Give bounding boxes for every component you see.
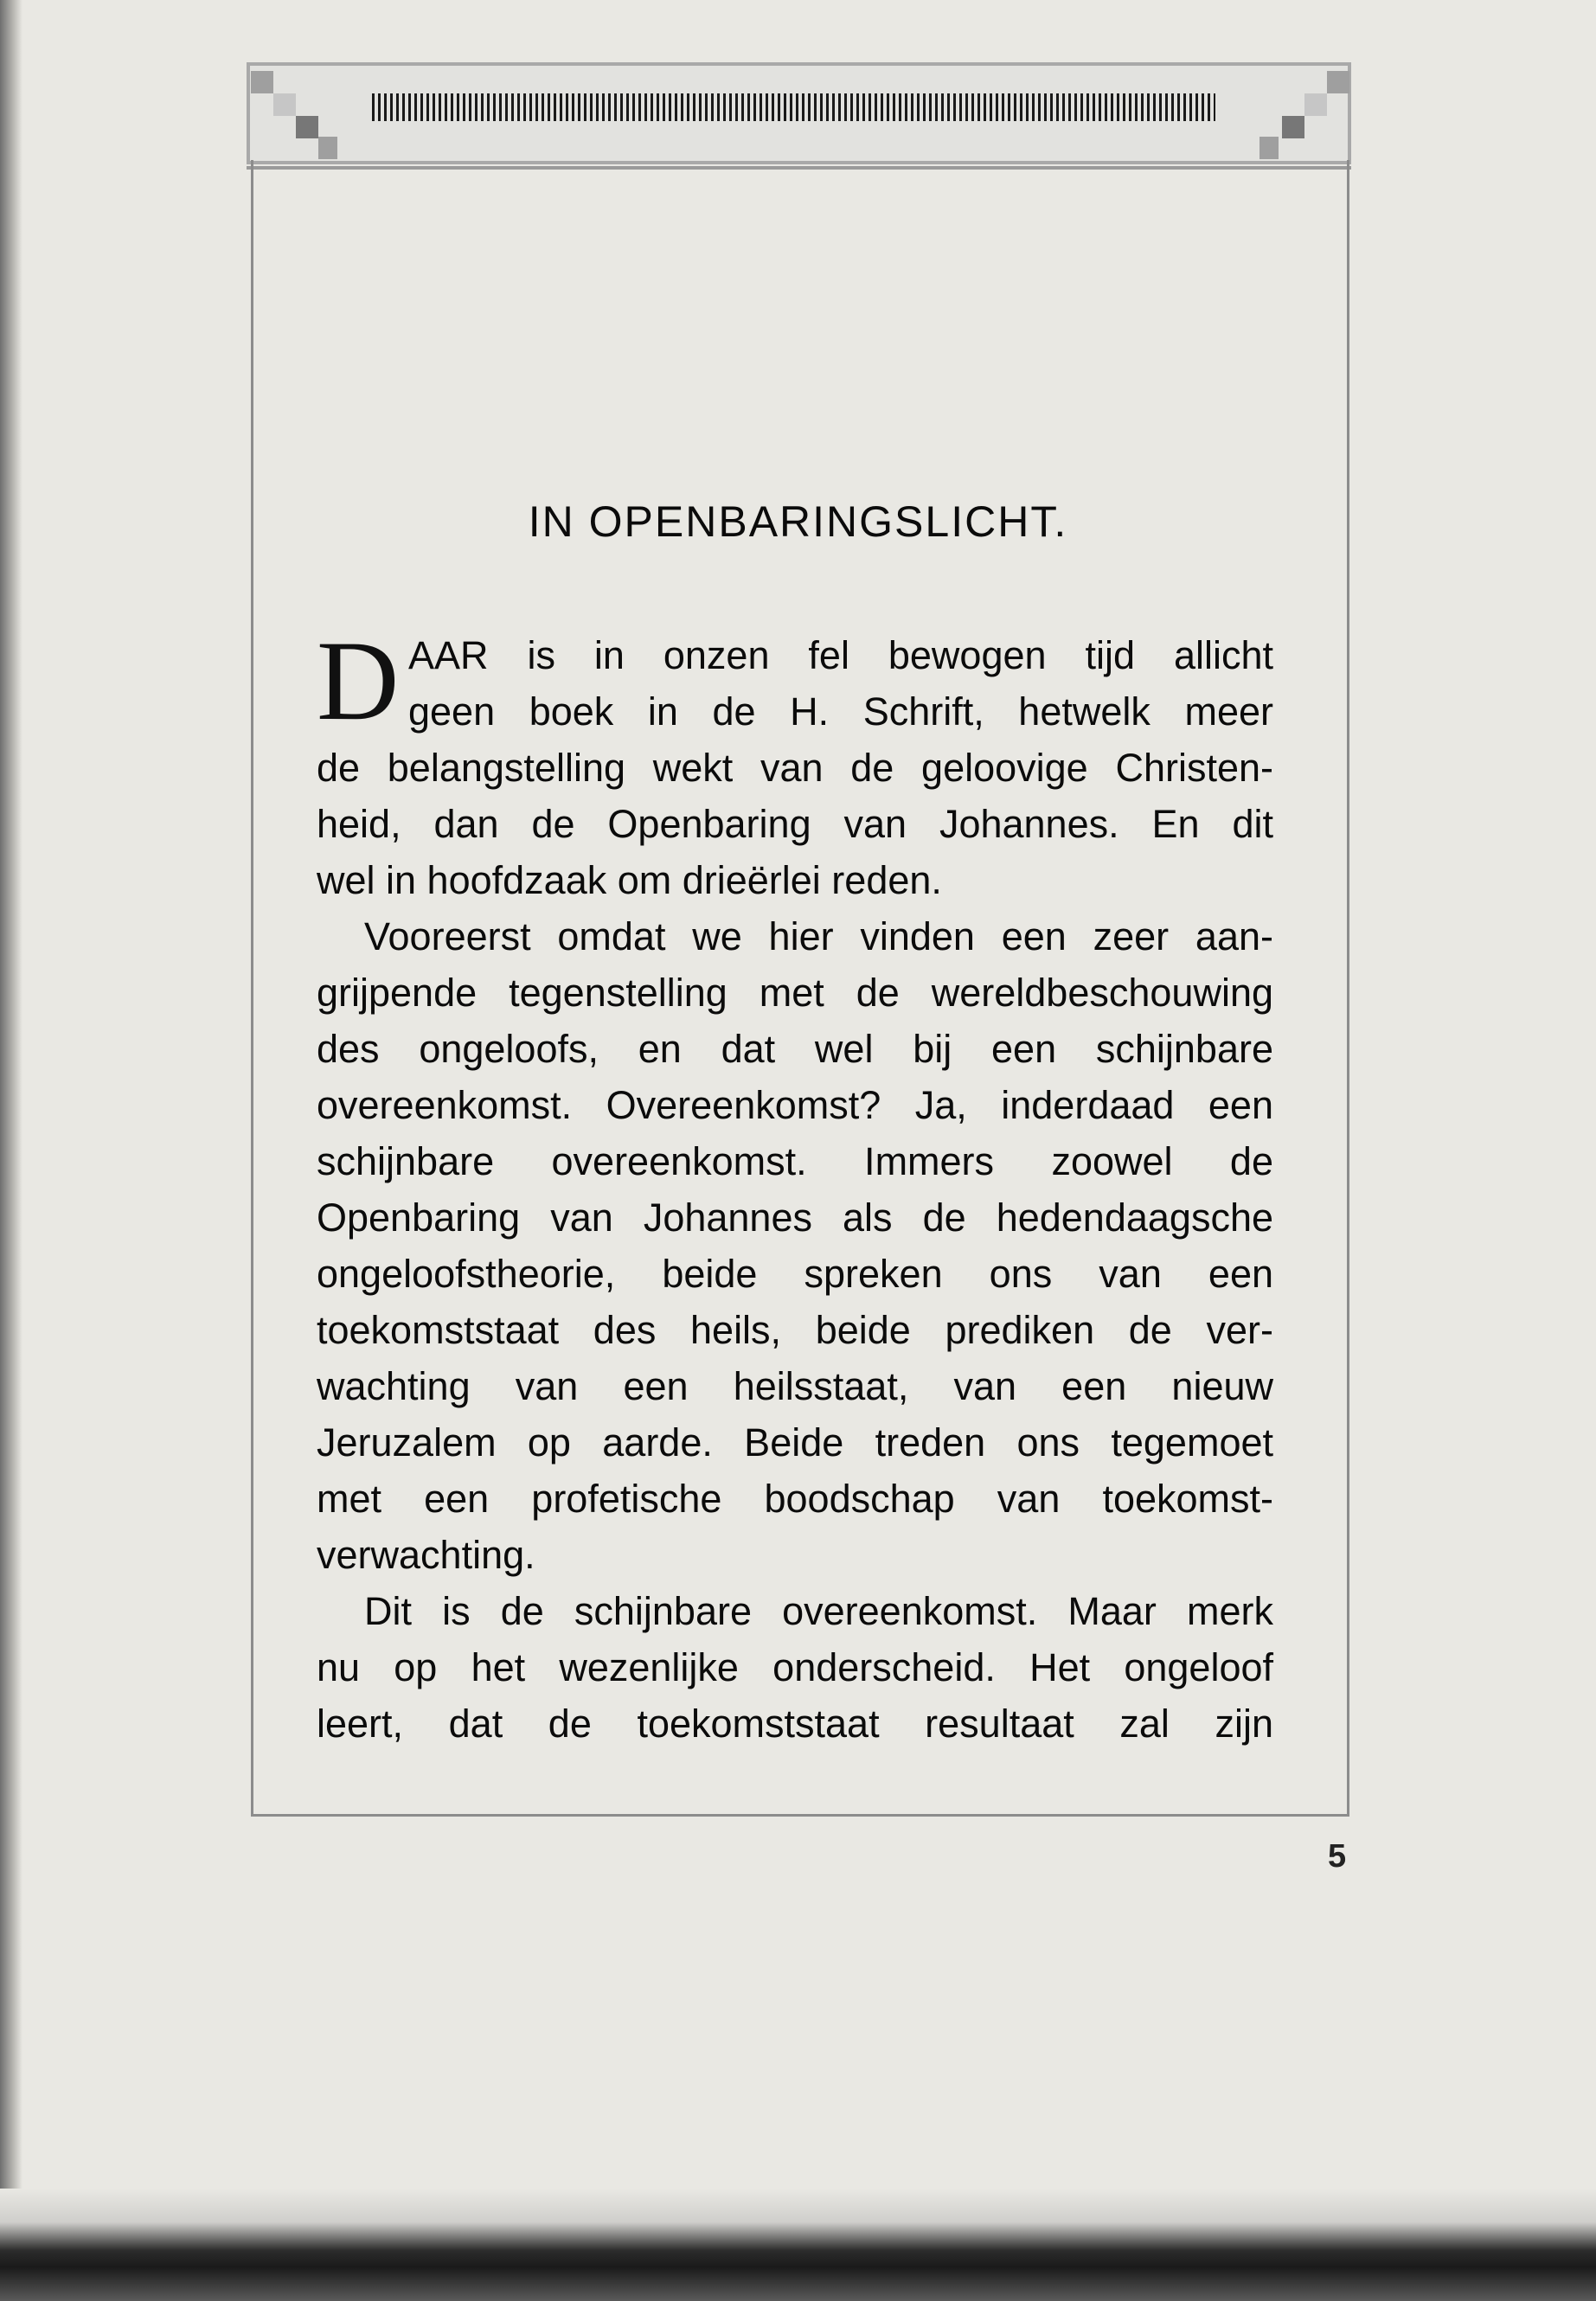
- drop-cap: D: [317, 617, 400, 744]
- text-line: geen boek in de H. Schrift, hetwelk meer: [408, 689, 1273, 734]
- text-line: overeenkomst. Overeenkomst? Ja, inderdaad een: [317, 1083, 1273, 1127]
- page-left-edge: [0, 0, 22, 2301]
- text-line: met een profetische boodschap van toekomst-: [317, 1477, 1273, 1521]
- text-line: Dit is de schijnbare overeenkomst. Maar merk: [364, 1589, 1273, 1633]
- text-line: heid, dan de Openbaring van Johannes. En dit: [317, 802, 1273, 846]
- header-hatch-ornament: [372, 93, 1215, 121]
- text-line: Openbaring van Johannes als de hedendaagsche: [317, 1195, 1273, 1240]
- text-line: wachting van een heilsstaat, van een nieuw: [317, 1364, 1273, 1408]
- text-line: ongeloofstheorie, beide spreken ons van een: [317, 1252, 1273, 1296]
- text-line: Jeruzalem op aarde. Beide treden ons tegemoet: [317, 1420, 1273, 1465]
- corner-ornament-left: [251, 67, 346, 159]
- corner-ornament-right: [1253, 67, 1348, 159]
- body-text: [317, 617, 1273, 1752]
- page-bottom-edge: [0, 2189, 1596, 2301]
- text-line: wel in hoofdzaak om drieërlei reden.: [317, 858, 942, 902]
- chapter-title: IN OPENBARINGSLICHT.: [528, 497, 1068, 546]
- text-line: de belangstelling wekt van de geloovige Christen-: [317, 746, 1273, 790]
- text-line: Vooreerst omdat we hier vinden een zeer aan-: [364, 914, 1273, 958]
- text-line: leert, dat de toekomststaat resultaat zal zijn: [317, 1702, 1273, 1746]
- text-line: schijnbare overeenkomst. Immers zoowel de: [317, 1139, 1273, 1183]
- text-line: AAR is in onzen fel bewogen tijd allicht: [408, 633, 1273, 677]
- page-number: 5: [1328, 1838, 1347, 1875]
- text-line: nu op het wezenlijke onderscheid. Het ongeloof: [317, 1645, 1273, 1689]
- text-line: grijpende tegenstelling met de wereldbeschouwing: [317, 971, 1273, 1015]
- text-line: des ongeloofs, en dat wel bij een schijnbare: [317, 1027, 1273, 1071]
- text-line: toekomststaat des heils, beide prediken de ver-: [317, 1308, 1273, 1352]
- text-line: verwachting.: [317, 1533, 535, 1577]
